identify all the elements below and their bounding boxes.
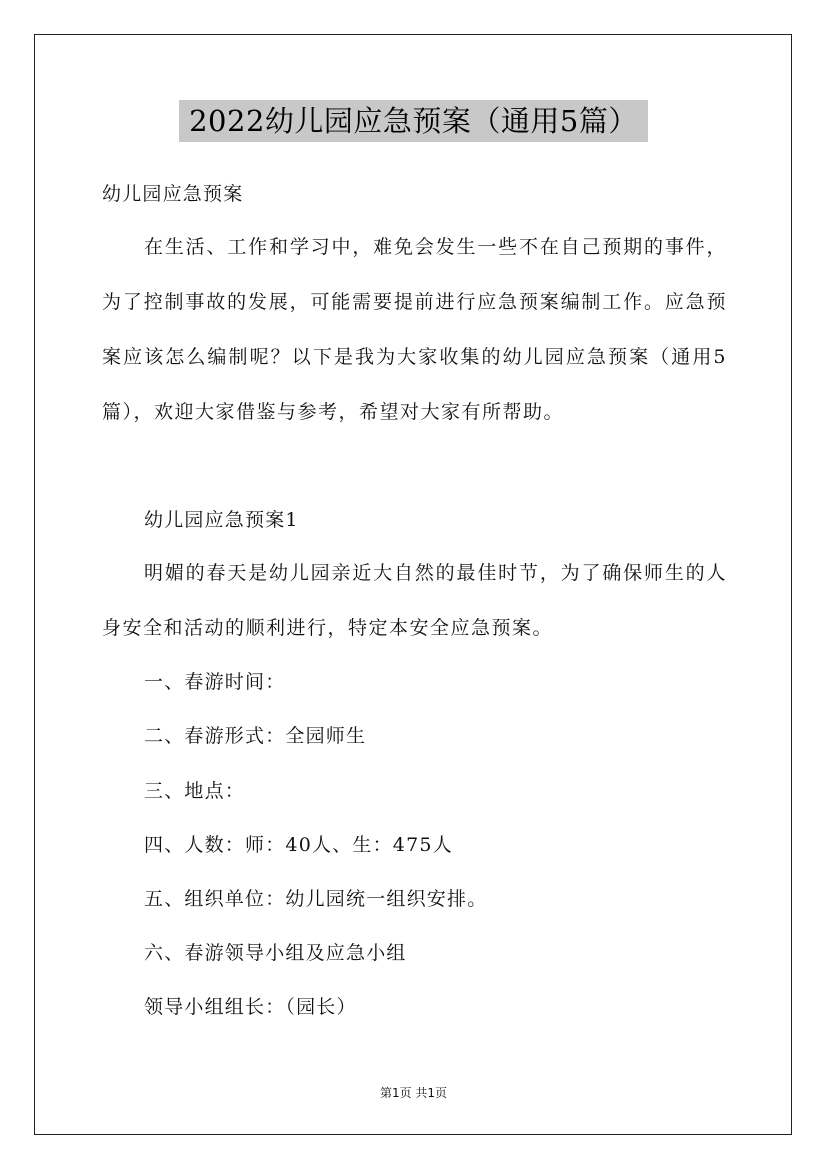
list-item: 五、组织单位：幼儿园统一组织安排。 [144, 888, 488, 910]
document-title: 2022幼儿园应急预案（通用5篇） [179, 100, 648, 142]
section-paragraph: 明媚的春天是幼儿园亲近大自然的最佳时节，为了确保师生的人身安全和活动的顺利进行，特定本安全应急预案。 [102, 562, 727, 639]
intro-paragraph: 在生活、工作和学习中，难免会发生一些不在自己预期的事件，为了控制事故的发展，可能需要提前进行应急预案编制工作。应急预案应该怎么编制呢？以下是我为大家收集的幼儿园应急预案（通用5篇），欢迎大家借鉴与参考，希望对大家有所帮助。 [102, 236, 727, 423]
section-heading: 幼儿园应急预案1 [144, 509, 299, 531]
page-footer: 第1页 共1页 [379, 1086, 448, 1100]
list-item: 四、人数：师：40人、生：475人 [144, 834, 453, 856]
list-item: 六、春游领导小组及应急小组 [144, 942, 407, 964]
title-container [0, 100, 827, 142]
list-item: 三、地点： [144, 780, 246, 802]
document-subheading: 幼儿园应急预案 [102, 183, 244, 205]
list-item: 一、春游时间： [144, 671, 286, 693]
list-item: 领导小组组长：（园长） [144, 996, 357, 1018]
list-item: 二、春游形式：全园师生 [144, 725, 367, 747]
